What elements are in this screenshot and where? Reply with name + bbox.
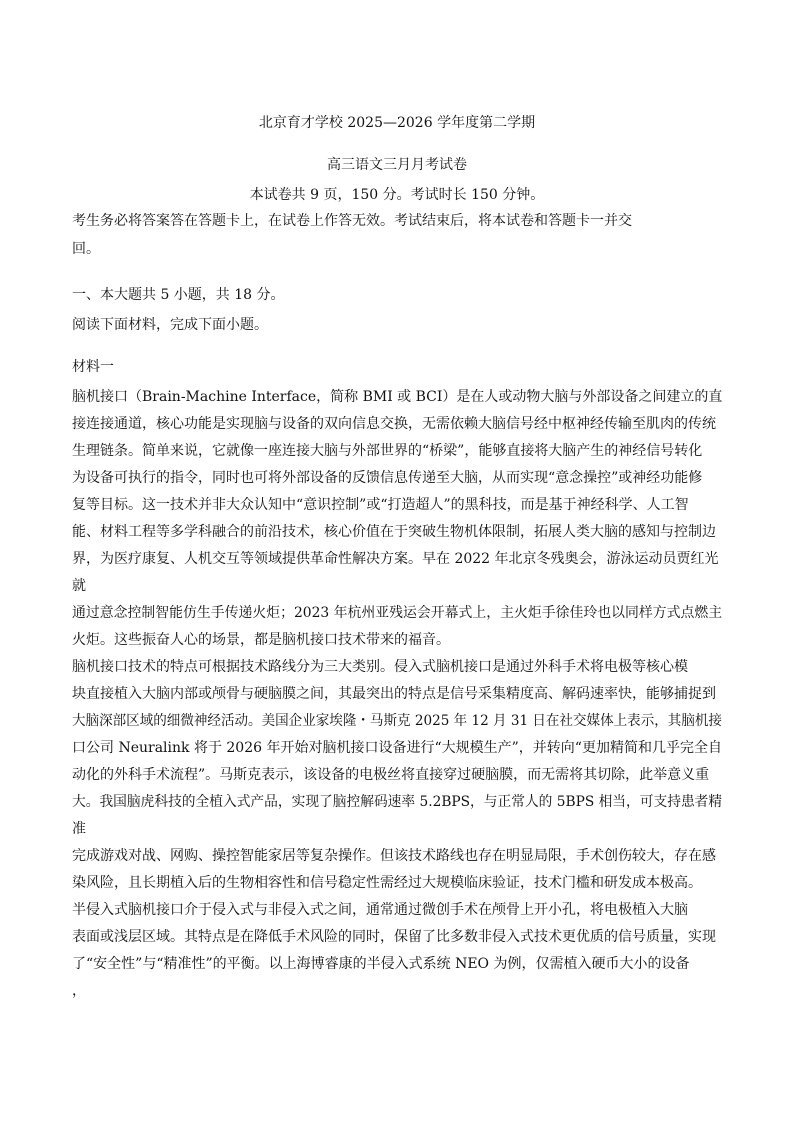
- school-term-title: 北京育才学校 2025—2026 学年度第二学期: [258, 115, 536, 131]
- instruction-line: 考生务必将答案答在答题卡上，在试卷上作答无效。考试结束后，将本试卷和答题卡一并交: [72, 213, 632, 229]
- exam-info: 本试卷共 9 页，150 分。考试时长 150 分钟。: [249, 187, 545, 203]
- body-line: 接连接通道，核心功能是实现脑与设备的双向信息交换，无需依赖大脑信号经中枢神经传输至肌肉的传统: [72, 416, 716, 432]
- body-line: 为设备可执行的指令，同时也可将外部设备的反馈信息传递至大脑，从而实现“意念操控”或神经功能修: [72, 470, 703, 486]
- body-line: 复等目标。这一技术并非大众认知中“意识控制”或“打造超人”的黑科技，而是基于神经科学、人工智: [72, 497, 689, 513]
- body-line: 口公司 Neuralink 将于 2026 年开始对脑机接口设备进行“大规模生产”，并转向“更加精简和几乎完全自: [72, 740, 722, 756]
- body-line: 了“安全性”与“精准性”的平衡。以上海博睿康的半侵入式系统 NEO 为例，仅需植入硬币大小的设备: [72, 956, 690, 972]
- section-heading: 一、本大题共 5 小题，共 18 分。: [72, 287, 285, 303]
- body-line: 表面或浅层区域。其特点是在降低手术风险的同时，保留了比多数非侵入式技术更优质的信号质量，实现: [72, 929, 716, 945]
- body-line: 界，为医疗康复、人机交互等领域提供革命性解决方案。早在 2022 年北京冬残奥会，游泳运动员贾红光: [72, 551, 719, 567]
- section-prompt: 阅读下面材料，完成下面小题。: [72, 317, 268, 333]
- exam-title: 高三语文三月月考试卷: [327, 157, 467, 173]
- body-line: 火炬。这些振奋人心的场景，都是脑机接口技术带来的福音。: [72, 632, 450, 648]
- body-line: 能、材料工程等多学科融合的前沿技术，核心价值在于突破生物机体限制，拓展人类大脑的感知与控制边: [72, 524, 716, 540]
- body-line: 染风险，且长期植入后的生物相容性和信号稳定性需经过大规模临床验证，技术门槛和研发成本极高。: [72, 875, 702, 891]
- body-line: 通过意念控制智能仿生手传递火炬；2023 年杭州亚残运会开幕式上，主火炬手徐佳玲也以同样方式点燃主: [72, 605, 723, 621]
- body-line: 大脑深部区域的细微神经活动。美国企业家埃隆・马斯克 2025 年 12 月 31 日在社交媒体上表示，其脑机接: [72, 713, 722, 729]
- body-line: 动化的外科手术流程”。马斯克表示，该设备的电极丝将直接穿过硬脑膜，而无需将其切除，此举意义重: [72, 767, 710, 783]
- body-line: 准: [72, 821, 86, 837]
- body-line: 半侵入式脑机接口介于侵入式与非侵入式之间，通常通过微创手术在颅骨上开小孔，将电极植入大脑: [72, 902, 688, 918]
- body-line: 完成游戏对战、网购、操控智能家居等复杂操作。但该技术路线也存在明显局限，手术创伤较大，存在感: [72, 848, 716, 864]
- body-line: 就: [72, 578, 86, 594]
- body-line: ，: [72, 983, 86, 999]
- instruction-line: 回。: [72, 241, 100, 257]
- body-line: 脑机接口技术的特点可根据技术路线分为三大类别。侵入式脑机接口是通过外科手术将电极等核心模: [72, 659, 688, 675]
- body-line: 大。我国脑虎科技的全植入式产品，实现了脑控解码速率 5.2BPS，与正常人的 5BPS 相当，可支持患者精: [72, 794, 723, 810]
- body-line: 块直接植入大脑内部或颅骨与硬脑膜之间，其最突出的特点是信号采集精度高、解码速率快，能够捕捉到: [72, 686, 716, 702]
- body-line: 脑机接口（Brain-Machine Interface，简称 BMI 或 BCI）是在人或动物大脑与外部设备之间建立的直: [72, 389, 723, 405]
- material-title: 材料一: [72, 359, 114, 375]
- body-line: 生理链条。简单来说，它就像一座连接大脑与外部世界的“桥梁”，能够直接将大脑产生的神经信号转化: [72, 443, 703, 459]
